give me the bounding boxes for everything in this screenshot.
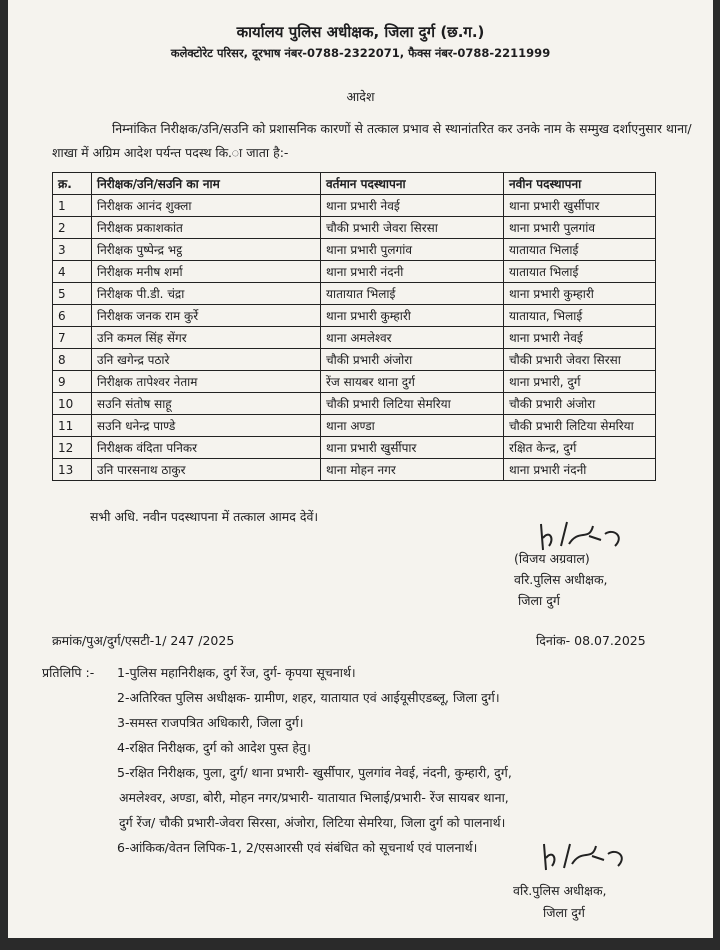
cell-serial: 3 — [53, 239, 92, 261]
cell-current: थाना मोहन नगर — [321, 459, 504, 481]
order-title: आदेश — [346, 89, 375, 104]
order-number: क्रमांक/पुअ/दुर्ग/एसटी-1/ 247 /2025 — [52, 633, 235, 648]
cell-name: निरीक्षक तापेश्वर नेताम — [92, 371, 321, 393]
signatory-name: (विजय अग्रवाल) — [514, 551, 590, 566]
cell-current: चौकी प्रभारी लिटिया सेमरिया — [321, 393, 504, 415]
document-page — [8, 0, 713, 938]
cell-name: सउनि धनेन्द्र पाण्डे — [92, 415, 321, 437]
table-row — [53, 217, 656, 239]
cell-current: थाना प्रभारी नंदनी — [321, 261, 504, 283]
cell-serial: 11 — [53, 415, 92, 437]
header-current-posting: वर्तमान पदस्थापना — [321, 173, 504, 195]
cell-name: निरीक्षक पी.डी. चंद्रा — [92, 283, 321, 305]
header-serial: क्र. — [53, 173, 92, 195]
cell-new: यातायात भिलाई — [504, 239, 656, 261]
cell-name: उनि खगेन्द्र पठारे — [92, 349, 321, 371]
cell-current: रेंज सायबर थाना दुर्ग — [321, 371, 504, 393]
signatory-district: जिला दुर्ग — [518, 593, 560, 608]
cell-current: थाना प्रभारी नेवई — [321, 195, 504, 217]
cell-serial: 1 — [53, 195, 92, 217]
signatory-designation: वरि.पुलिस अधीक्षक, — [514, 572, 608, 587]
header-name: निरीक्षक/उनि/सउनि का नाम — [92, 173, 321, 195]
table-row — [53, 261, 656, 283]
signatory-designation: वरि.पुलिस अधीक्षक, — [513, 883, 607, 898]
cell-serial: 13 — [53, 459, 92, 481]
cell-current: चौकी प्रभारी अंजोरा — [321, 349, 504, 371]
cell-serial: 10 — [53, 393, 92, 415]
cell-name: निरीक्षक मनीष शर्मा — [92, 261, 321, 283]
cell-current: थाना अण्डा — [321, 415, 504, 437]
cell-serial: 6 — [53, 305, 92, 327]
table-row — [53, 459, 656, 481]
cell-serial: 7 — [53, 327, 92, 349]
table-header-row — [53, 173, 656, 195]
table-row — [53, 349, 656, 371]
cell-new: रक्षित केन्द्र, दुर्ग — [504, 437, 656, 459]
table-row — [53, 283, 656, 305]
cell-new: यातायात, भिलाई — [504, 305, 656, 327]
office-title: कार्यालय पुलिस अधीक्षक, जिला दुर्ग (छ.ग.) — [236, 23, 485, 41]
cell-serial: 4 — [53, 261, 92, 283]
cell-new: थाना प्रभारी नंदनी — [504, 459, 656, 481]
copy-label: प्रतिलिपि :- — [42, 665, 95, 680]
cell-name: उनि कमल सिंह सेंगर — [92, 327, 321, 349]
table-row — [53, 305, 656, 327]
cell-serial: 8 — [53, 349, 92, 371]
signature-block-2 — [513, 880, 607, 924]
cell-name: निरीक्षक प्रकाशकांत — [92, 217, 321, 239]
copy-list — [117, 660, 697, 860]
signature-scribble-2 — [538, 838, 638, 886]
table-row — [53, 195, 656, 217]
cell-serial: 5 — [53, 283, 92, 305]
copy-line: 6-आंकिक/वेतन लिपिक-1, 2/एसआरसी एवं संबंधित को सूचनार्थ एवं पालनार्थ। — [117, 840, 478, 855]
cell-new: थाना प्रभारी नेवई — [504, 327, 656, 349]
cell-name: निरीक्षक वंदिता पनिकर — [92, 437, 321, 459]
cell-serial: 9 — [53, 371, 92, 393]
cell-serial: 2 — [53, 217, 92, 239]
transfer-table — [52, 172, 656, 481]
copy-line: 2-अतिरिक्त पुलिस अधीक्षक- ग्रामीण, शहर, यातायात एवं आईयूसीएडब्लू, जिला दुर्ग। — [117, 690, 500, 705]
cell-current: चौकी प्रभारी जेवरा सिरसा — [321, 217, 504, 239]
table-row — [53, 239, 656, 261]
joining-instruction: सभी अधि. नवीन पदस्थापना में तत्काल आमद देवें। — [90, 509, 319, 524]
copy-line: 4-रक्षित निरीक्षक, दुर्ग को आदेश पुस्त हेतु। — [117, 740, 311, 755]
cell-name: सउनि संतोष साहू — [92, 393, 321, 415]
cell-serial: 12 — [53, 437, 92, 459]
cell-new: चौकी प्रभारी अंजोरा — [504, 393, 656, 415]
header-new-posting: नवीन पदस्थापना — [504, 173, 656, 195]
copy-line: अमलेश्वर, अण्डा, बोरी, मोहन नगर/प्रभारी- यातायात भिलाई/प्रभारी- रेंज सायबर थाना, — [119, 790, 509, 805]
cell-current: थाना प्रभारी पुलगांव — [321, 239, 504, 261]
copy-line: 1-पुलिस महानिरीक्षक, दुर्ग रेंज, दुर्ग- कृपया सूचनार्थ। — [117, 665, 356, 680]
cell-new: चौकी प्रभारी लिटिया सेमरिया — [504, 415, 656, 437]
cell-name: उनि पारसनाथ ठाकुर — [92, 459, 321, 481]
cell-name: निरीक्षक जनक राम कुर्रे — [92, 305, 321, 327]
cell-new: थाना प्रभारी, दुर्ग — [504, 371, 656, 393]
table-row — [53, 437, 656, 459]
table-row — [53, 327, 656, 349]
signature-block-1 — [514, 548, 608, 611]
copy-line: दुर्ग रेंज/ चौकी प्रभारी-जेवरा सिरसा, अंजोरा, लिटिया सेमरिया, जिला दुर्ग को पालनार्थ। — [119, 815, 506, 830]
copy-line: 3-समस्त राजपत्रित अधिकारी, जिला दुर्ग। — [117, 715, 304, 730]
cell-new: यातायात भिलाई — [504, 261, 656, 283]
cell-name: निरीक्षक आनंद शुक्ला — [92, 195, 321, 217]
cell-new: थाना प्रभारी पुलगांव — [504, 217, 656, 239]
cell-current: थाना प्रभारी कुम्हारी — [321, 305, 504, 327]
order-date: दिनांक- 08.07.2025 — [536, 633, 646, 648]
signatory-district: जिला दुर्ग — [543, 905, 585, 920]
office-contact: कलेक्टोरेट परिसर, दूरभाष नंबर-0788-2322071, फैक्स नंबर-0788-2211999 — [170, 46, 551, 60]
intro-paragraph: निम्नांकित निरीक्षक/उनि/सउनि को प्रशासनिक कारणों से तत्काल प्रभाव से स्थानांतरित कर उनके नाम के सम्मुख दर्शाएनुसार थाना/शाखा में अग्रिम आदेश पर्यन्त पदस्थ कि.ा जाता है:- — [52, 121, 692, 160]
cell-current: थाना अमलेश्वर — [321, 327, 504, 349]
cell-current: थाना प्रभारी खुर्सीपार — [321, 437, 504, 459]
table-row — [53, 371, 656, 393]
table-row — [53, 415, 656, 437]
cell-new: चौकी प्रभारी जेवरा सिरसा — [504, 349, 656, 371]
cell-current: यातायात भिलाई — [321, 283, 504, 305]
cell-new: थाना प्रभारी खुर्सीपार — [504, 195, 656, 217]
copy-line: 5-रक्षित निरीक्षक, पुला, दुर्ग/ थाना प्रभारी- खुर्सीपार, पुलगांव नेवई, नंदनी, कुम्हारी, दुर्ग, — [117, 765, 512, 780]
cell-new: थाना प्रभारी कुम्हारी — [504, 283, 656, 305]
table-row — [53, 393, 656, 415]
cell-name: निरीक्षक पुष्पेन्द्र भट्ठ — [92, 239, 321, 261]
